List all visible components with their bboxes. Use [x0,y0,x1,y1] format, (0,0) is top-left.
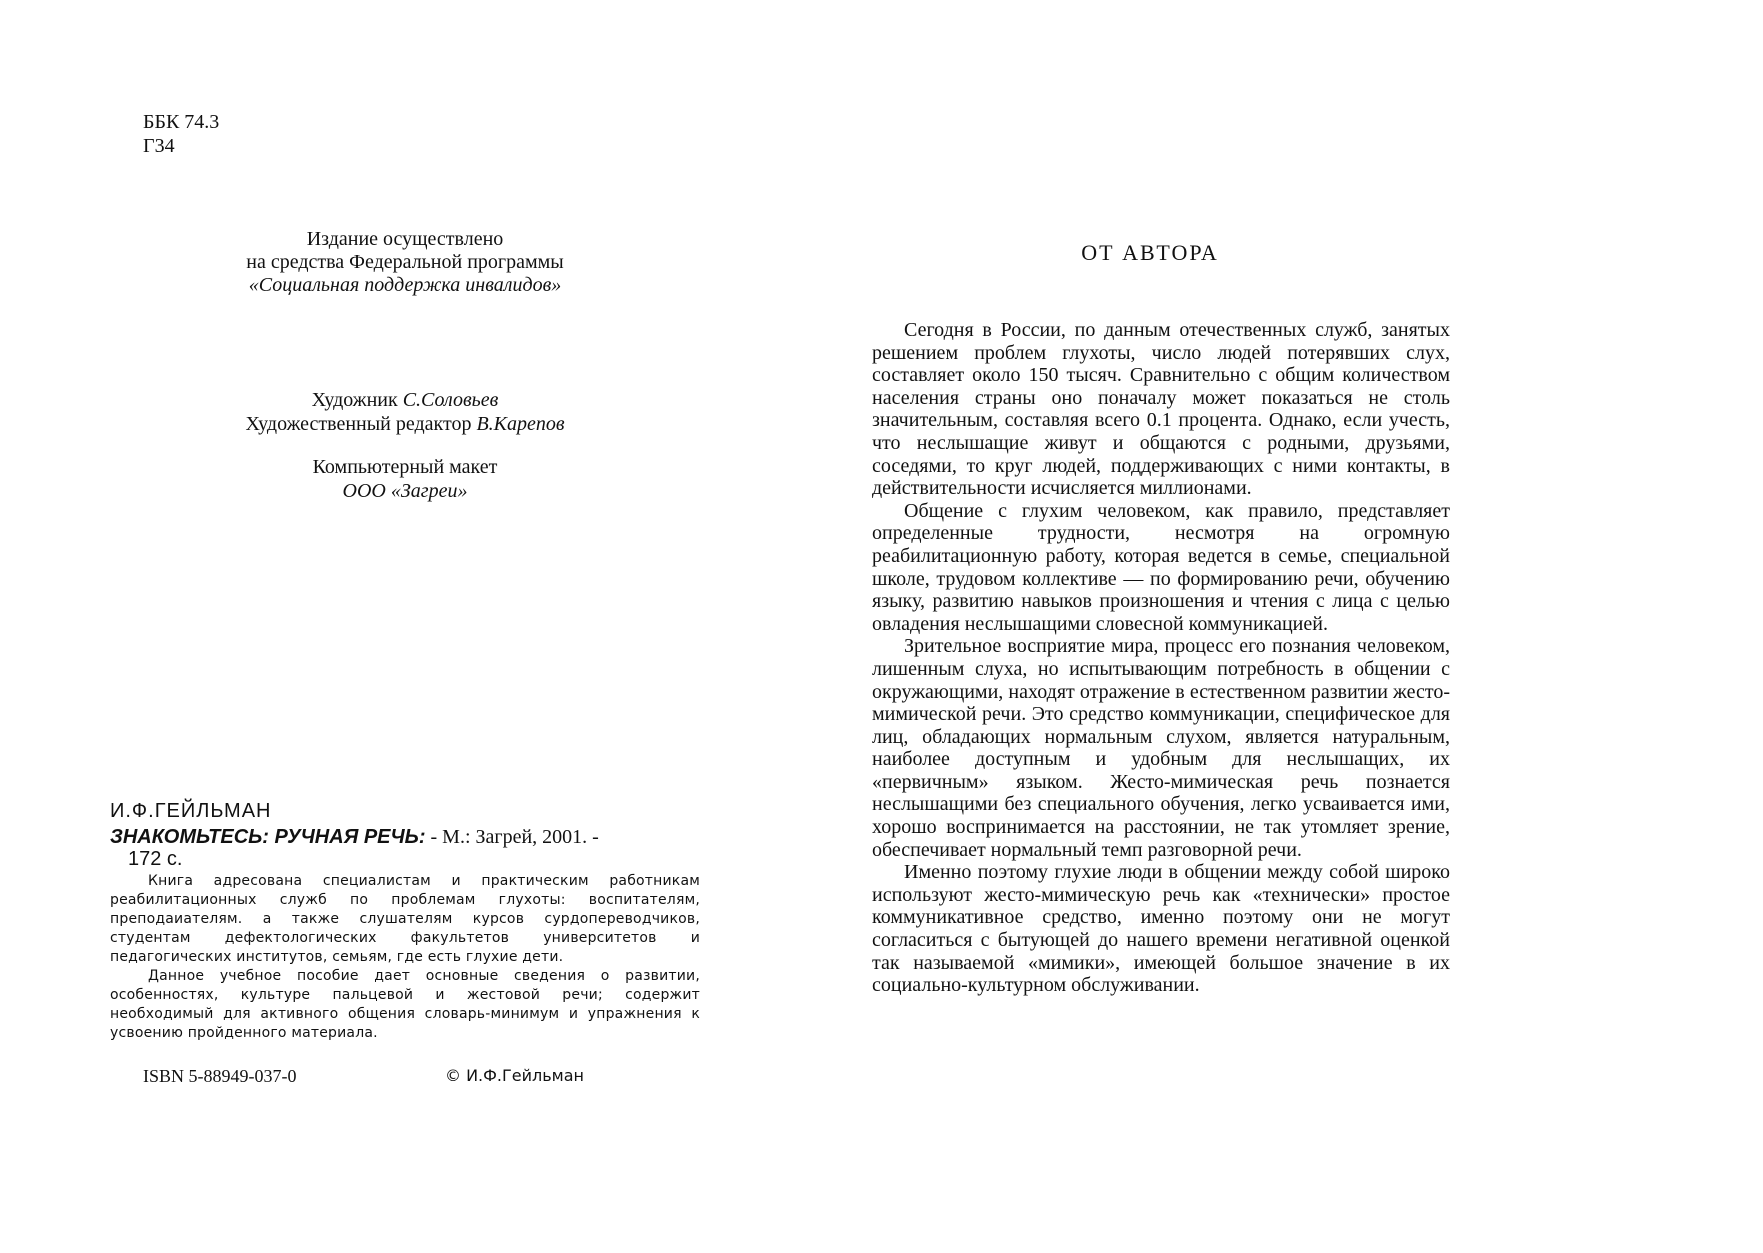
preface-paragraph: Зрительное восприятие мира, процесс его познания человеком, лишенным слуха, но испытывающим потребность в общении с окружающими, находят отражение в естественном развитии жесто-мимической речи. Это средство коммуникации, специфическое для лиц, обладающих нормальным слухом, является натуральным, наиболее доступным и удобным для неслышащих, их «первичным» языком. Жесто-мимическая речь познается неслышащими без специального обучения, легко усваивается ими, хорошо воспринимается на расстоянии, не так утомляет зрение, обеспечивает нормальный темп разговорной речи. [872,635,1450,861]
art-editor-credit [195,412,615,436]
program-name: «Социальная поддержка инвалидов» [248,274,562,296]
annotation [110,872,700,1043]
preface-text [872,319,1450,997]
publication-info: - М.: Загрей, 2001. - [425,826,599,848]
library-classification [143,110,219,158]
layout-label: Компьютерный макет [312,456,498,478]
copyright: © И.Ф.Гейльман [445,1066,584,1085]
bbk-code: ББК 74.3 [143,111,220,133]
funding-imprint [205,228,605,297]
imprint-line-1: Издание осуществлено [306,228,504,250]
section-heading: ОТ АВТОРА [1081,240,1219,265]
page-count: 172 с. [128,848,183,870]
annotation-paragraph: Данное учебное пособие дает основные сведения о развитии, особенностях, культуре пальцевой и жестовой речи; содержит необходимый для активного общения словарь-минимум и упражнения к усвоению пройденного материала. [110,968,700,1041]
preface-paragraph: Именно поэтому глухие люди в общении между собой широко используют жесто-мимическую речь как «технически» простое коммуникативное средство, именно поэтому они не могут согласиться с бытующей до нашего времени негативной оценкой так называемой «мимики», имеющей большое значение в их социально-культурном обслуживании. [872,861,1450,997]
credits [195,388,615,436]
book-title: ЗНАКОМЬТЕСЬ: РУЧНАЯ РЕЧЬ: [110,826,426,848]
artist-credit [195,388,615,412]
preface-paragraph: Общение с глухим человеком, как правило, представляет определенные трудности, несмотря на огромную реабилитационную работу, которая ведется в семье, специальной школе, трудовом коллективе — по формированию речи, обучению языку, развитию навыков произношения и чтения с лица с целью овладения неслышащими словесной коммуникацией. [872,499,1450,635]
layout-credit [205,455,605,503]
art-editor-label: Художественный редактор [245,413,477,435]
preface-paragraph: Сегодня в России, по данным отечественных служб, занятых решением проблем глухоты, число людей потерявших слух, составляет около 150 тысяч. Сравнительно с общим количеством населения страны оно поначалу может показаться не столь значительным, составляя всего 0.1 процента. Однако, если учесть, что неслышащие живут и общаются с родными, друзьями, соседями, то круг людей, поддерживающих с ними контакты, в действительности исчисляется миллионами. [872,319,1450,500]
imprint-line-2: на средства Федеральной программы [246,251,564,273]
annotation-paragraph: Книга адресована специалистам и практическим работникам реабилитационных служб по проблемам глухоты: воспитателям, преподаиателям. а также слушателям курсов сурдопереводчиков, студентам дефектологических факультетов университетов и педагогических институтов, семьям, где есть глухие дети. [110,873,700,965]
bibliographic-citation [110,826,700,870]
art-editor-name: В.Карепов [476,413,565,435]
artist-name: С.Соловьев [402,389,499,411]
author-mark: Г34 [143,135,175,157]
artist-label: Художник [311,389,403,411]
isbn: ISBN 5-88949-037-0 [143,1066,297,1086]
layout-company: ООО «Загреи» [342,480,468,502]
citation-author: И.Ф.ГЕЙЛЬМАН [110,800,272,822]
